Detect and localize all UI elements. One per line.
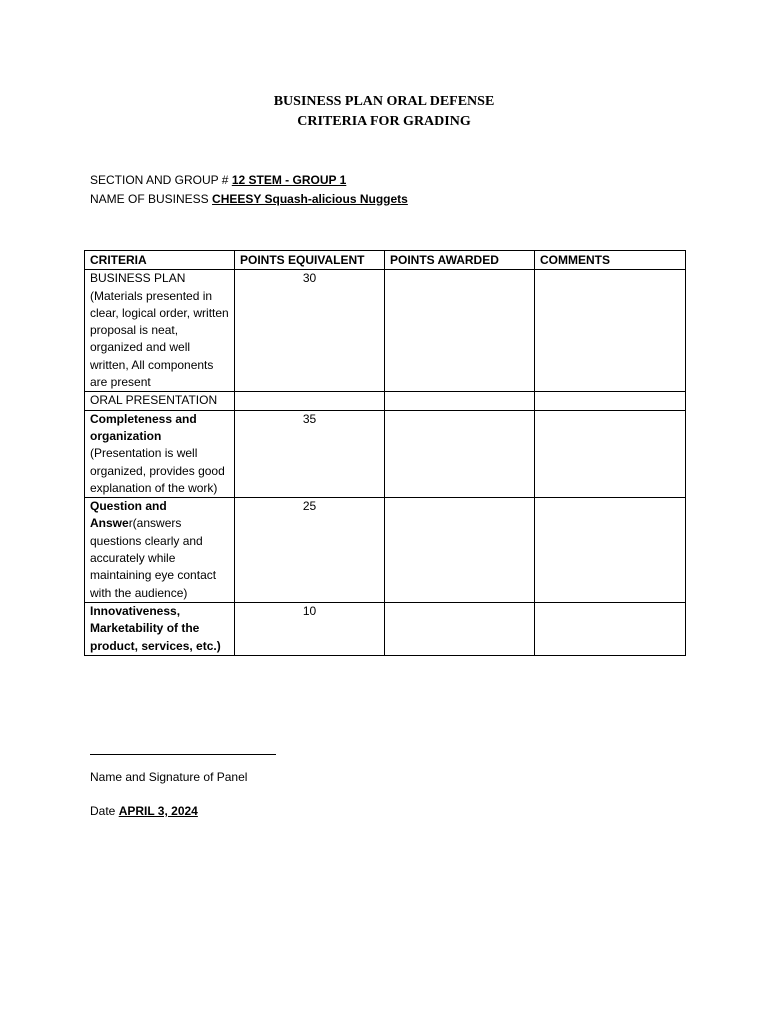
criteria-bold: Innovativeness, Marketability of the product, services, etc.) — [90, 603, 221, 653]
comments-cell[interactable] — [535, 392, 686, 410]
table-row — [85, 498, 686, 603]
document-title — [0, 92, 768, 132]
table-row — [85, 392, 686, 410]
points-awarded-cell[interactable] — [385, 602, 535, 655]
date-value: APRIL 3, 2024 — [118, 804, 198, 818]
comments-cell[interactable] — [535, 270, 686, 392]
table-row — [85, 602, 686, 655]
comments-cell[interactable] — [535, 410, 686, 497]
table-row — [85, 410, 686, 497]
header-criteria: CRITERIA — [85, 251, 235, 270]
signature-line — [90, 754, 276, 755]
criteria-text: ORAL PRESENTATION — [90, 393, 218, 408]
section-group-label: SECTION AND GROUP # — [90, 173, 232, 187]
criteria-cell — [85, 498, 235, 603]
criteria-cell — [85, 270, 235, 392]
points-equivalent-cell: 10 — [235, 602, 385, 655]
points-awarded-cell[interactable] — [385, 410, 535, 497]
header-points-awarded: POINTS AWARDED — [385, 251, 535, 270]
signature-label: Name and Signature of Panel — [90, 770, 248, 784]
title-line-2: CRITERIA FOR GRADING — [297, 114, 471, 129]
grading-table — [84, 250, 686, 656]
section-group-line — [90, 171, 346, 189]
criteria-cell — [85, 392, 235, 410]
business-name-line — [90, 190, 408, 208]
section-group-value: 12 STEM - GROUP 1 — [231, 173, 347, 187]
title-line-1: BUSINESS PLAN ORAL DEFENSE — [273, 94, 495, 109]
points-equivalent-cell: 30 — [235, 270, 385, 392]
criteria-bold: Completeness and organization — [90, 411, 197, 443]
points-awarded-cell[interactable] — [385, 392, 535, 410]
table-row — [85, 270, 686, 392]
business-name-value: CHEESY Squash-alicious Nuggets — [212, 192, 408, 206]
points-awarded-cell[interactable] — [385, 498, 535, 603]
comments-cell[interactable] — [535, 602, 686, 655]
criteria-text: (Presentation is well organized, provides good explanation of the work) — [90, 446, 225, 495]
criteria-cell — [85, 410, 235, 497]
criteria-cell — [85, 602, 235, 655]
business-name-label: NAME OF BUSINESS — [90, 192, 213, 206]
criteria-text: r(answers questions clearly and accurately while maintaining eye contact with the audience) — [90, 516, 217, 600]
points-equivalent-cell: 35 — [235, 410, 385, 497]
header-points-equivalent: POINTS EQUIVALENT — [235, 251, 385, 270]
table-header-row — [85, 251, 686, 270]
points-equivalent-cell: 25 — [235, 498, 385, 603]
header-comments: COMMENTS — [535, 251, 686, 270]
criteria-text: BUSINESS PLAN (Materials presented in clear, logical order, written proposal is neat, organized and well written, All components are present — [90, 271, 229, 390]
points-awarded-cell[interactable] — [385, 270, 535, 392]
comments-cell[interactable] — [535, 498, 686, 603]
date-line — [90, 804, 198, 818]
date-label: Date — [90, 804, 119, 818]
points-equivalent-cell — [235, 392, 385, 410]
criteria-bold: Question and Answe — [90, 499, 167, 531]
